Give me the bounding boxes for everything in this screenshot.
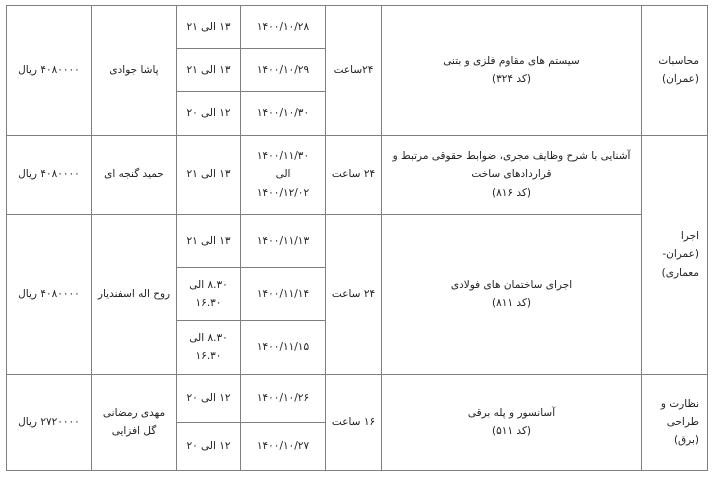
instructor-name: گل افزایی: [111, 425, 157, 438]
session-date: ۱۴۰۰/۱۰/۲۶: [256, 391, 310, 404]
session-time: ۱۲ الی ۲۰: [186, 391, 231, 404]
course-title: آشنایی با شرح وظایف مجری، ضوابط حقوقی مرتبط و: [392, 150, 631, 163]
session-date: ۱۴۰۰/۱۰/۲۹: [256, 64, 310, 77]
session-time: ۱۲ الی ۲۰: [186, 107, 231, 120]
price-cell: [7, 135, 92, 214]
duration-cell: [326, 374, 382, 471]
table-row: [7, 135, 708, 214]
course-price: ۴۰۸۰۰۰۰ ریال: [18, 287, 80, 300]
course-title-cell: [382, 6, 642, 136]
session-date-cell: [241, 92, 326, 135]
field-label: معماری): [661, 266, 699, 279]
field-label: اجرا: [680, 229, 699, 242]
course-title-cell: [382, 214, 642, 374]
table-row: [7, 214, 708, 267]
session-time: ۱۳ الی ۲۱: [186, 234, 231, 247]
course-duration: ۲۴ساعت: [333, 64, 374, 77]
course-code: (کد ۵۱۱): [492, 425, 531, 438]
instructor-cell: [92, 214, 177, 374]
table-row: [7, 374, 708, 422]
price-cell: [7, 374, 92, 471]
course-duration: ۱۶ ساعت: [331, 416, 376, 429]
price-cell: [7, 6, 92, 136]
field-label: (عمران-: [662, 248, 699, 261]
session-date-cell: [241, 6, 326, 49]
field-cell: [642, 6, 708, 136]
duration-cell: [326, 135, 382, 214]
course-price: ۲۷۲۰۰۰۰ ریال: [18, 416, 80, 429]
session-time: ۱۶.۳۰: [195, 350, 222, 363]
session-date: ۱۴۰۰/۱۲/۰۲: [256, 186, 310, 199]
session-date-cell: [241, 49, 326, 92]
instructor-name: مهدی رمضانی: [102, 406, 166, 419]
session-time: ۱۳ الی ۲۱: [186, 20, 231, 33]
session-time: ۱۶.۳۰: [195, 297, 222, 310]
session-time-cell: [177, 422, 241, 470]
course-code: (کد ۸۱۶): [492, 186, 531, 199]
field-cell: [642, 135, 708, 374]
field-label: نظارت و: [660, 397, 699, 410]
instructor-name: روح اله اسفندیار: [97, 287, 171, 300]
instructor-name: پاشا جوادی: [109, 64, 159, 77]
field-cell: [642, 374, 708, 471]
session-date: ۱۴۰۰/۱۱/۱۳: [256, 234, 310, 247]
instructor-cell: [92, 6, 177, 136]
session-time-cell: [177, 92, 241, 135]
session-date-cell: [241, 135, 326, 214]
session-time-cell: [177, 214, 241, 267]
session-time-cell: [177, 135, 241, 214]
field-label: طراحی: [666, 416, 699, 429]
course-code: (کد ۸۱۱): [492, 297, 531, 310]
session-time: ۸.۳۰ الی: [189, 278, 228, 291]
session-date-cell: [241, 422, 326, 470]
session-time: ۱۳ الی ۲۱: [186, 168, 231, 181]
session-date-cell: [241, 214, 326, 267]
course-price: ۴۰۸۰۰۰۰ ریال: [18, 168, 80, 181]
course-duration: ۲۴ ساعت: [331, 168, 376, 181]
session-date: ۱۴۰۰/۱۰/۲۷: [256, 440, 310, 453]
session-time-cell: [177, 6, 241, 49]
duration-cell: [326, 214, 382, 374]
session-time: ۸.۳۰ الی: [189, 332, 228, 345]
course-title: اجرای ساختمان های فولادی: [450, 278, 573, 291]
course-title: آسانسور و پله برقی: [467, 406, 556, 419]
price-cell: [7, 214, 92, 374]
session-time-cell: [177, 268, 241, 321]
session-date: ۱۴۰۰/۱۰/۳۰: [256, 107, 310, 120]
course-price: ۴۰۸۰۰۰۰ ریال: [18, 64, 80, 77]
instructor-cell: [92, 135, 177, 214]
session-date-cell: [241, 321, 326, 374]
table-row: [7, 6, 708, 49]
course-title-cell: [382, 374, 642, 471]
session-date: ۱۴۰۰/۱۱/۱۴: [256, 287, 310, 300]
course-code: (کد ۳۲۴): [492, 73, 531, 86]
course-title-cell: [382, 135, 642, 214]
session-time-cell: [177, 321, 241, 374]
session-date: ۱۴۰۰/۱۰/۲۸: [256, 20, 310, 33]
duration-cell: [326, 6, 382, 136]
course-schedule-table: [6, 5, 708, 471]
session-time: ۱۲ الی ۲۰: [186, 440, 231, 453]
instructor-name: حمید گنجه ای: [104, 168, 164, 181]
session-date-cell: [241, 374, 326, 422]
session-time-cell: [177, 374, 241, 422]
session-date-cell: [241, 268, 326, 321]
session-time-cell: [177, 49, 241, 92]
field-label: محاسبات: [658, 54, 699, 67]
session-date: ۱۴۰۰/۱۱/۳۰: [256, 150, 310, 163]
field-label: (عمران): [662, 73, 699, 86]
session-date: الی: [275, 168, 291, 181]
instructor-cell: [92, 374, 177, 471]
course-duration: ۲۴ ساعت: [331, 287, 376, 300]
session-date: ۱۴۰۰/۱۱/۱۵: [256, 341, 310, 354]
table-body: [7, 6, 708, 471]
course-title: قراردادهای ساخت: [471, 168, 552, 181]
session-time: ۱۳ الی ۲۱: [186, 64, 231, 77]
field-label: (برق): [673, 434, 699, 447]
course-title: سیستم های مقاوم فلزی و بتنی: [443, 54, 580, 67]
